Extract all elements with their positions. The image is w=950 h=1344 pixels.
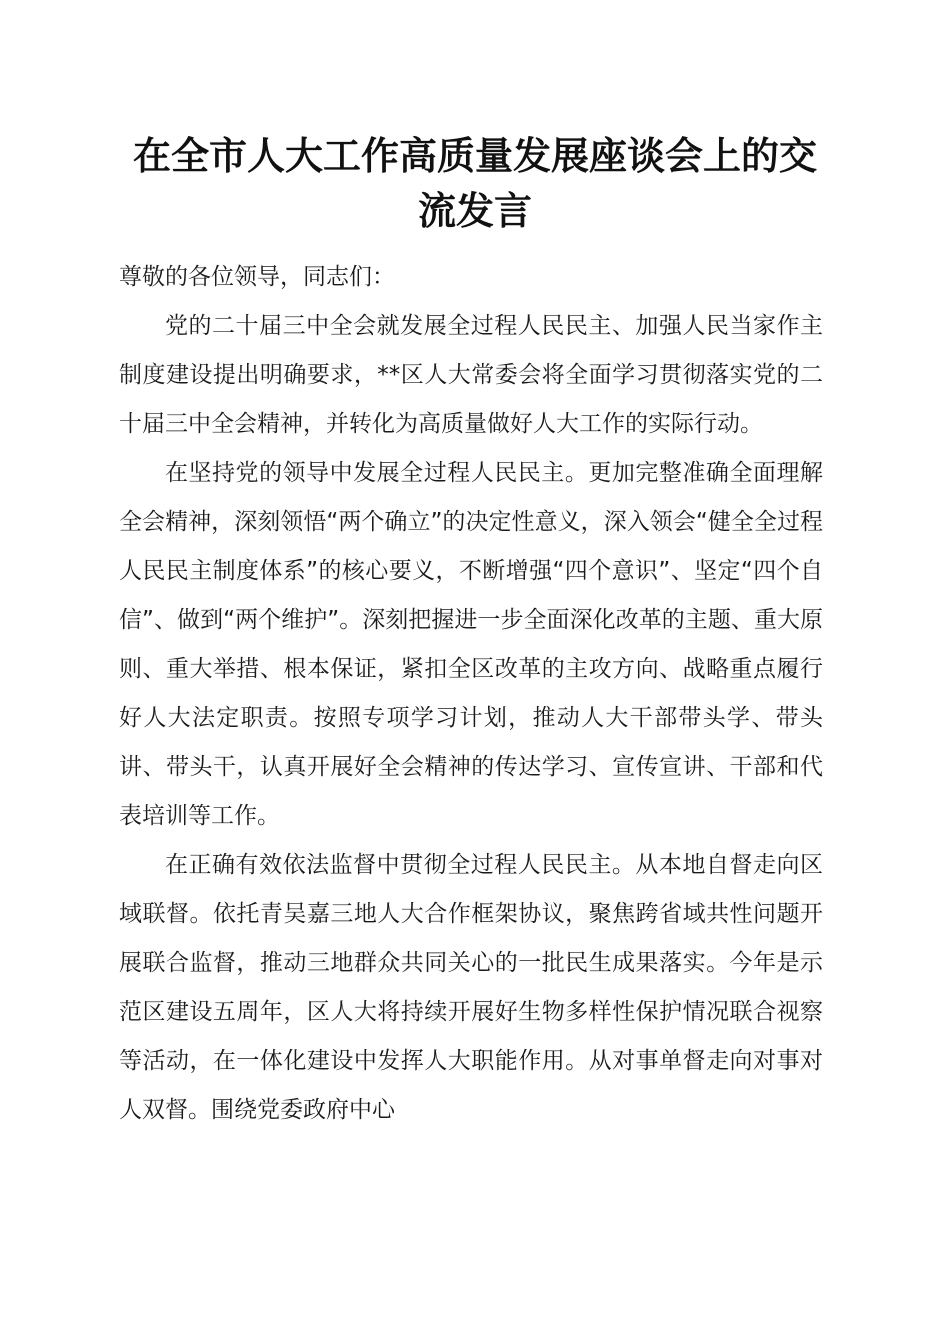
paragraph-3: 在正确有效依法监督中贯彻全过程人民民主。从本地自督走向区域联督。依托青吴嘉三地人大合作框架协议，聚焦跨省域共性问题开展联合监督，推动三地群众共同关心的一批民生成果落实。今年是示范区建设五周年，区人大将持续开展好生物多样性保护情况联合视察等活动，在一体化建设中发挥人大职能作用。从对事单督走向对事对人双督。围绕党委政府中心 bbox=[119, 852, 823, 1123]
salutation: 尊敬的各位领导，同志们： bbox=[119, 264, 395, 290]
paragraph-1: 党的二十届三中全会就发展全过程人民民主、加强人民当家作主制度建设提出明确要求，**区人大常委会将全面学习贯彻落实党的二十届三中全会精神，并转化为高质量做好人大工作的实际行动。 bbox=[119, 313, 823, 437]
paragraph-2: 在坚持党的领导中发展全过程人民民主。更加完整准确全面理解全会精神，深刻领悟“两个确立”的决定性意义，深入领会“健全全过程人民民主制度体系”的核心要义，不断增强“四个意识”、坚定“四个自信”、做到“两个维护”。深刻把握进一步全面深化改革的主题、重大原则、重大举措、根本保证，紧扣全区改革的主攻方向、战略重点履行好人大法定职责。按照专项学习计划，推动人大干部带头学、带头讲、带头干，认真开展好全会精神的传达学习、宣传宣讲、干部和代表培训等工作。 bbox=[119, 460, 823, 829]
document-body bbox=[119, 253, 823, 1135]
document-title: 在全市人大工作高质量发展座谈会上的交流发言 bbox=[132, 133, 817, 233]
